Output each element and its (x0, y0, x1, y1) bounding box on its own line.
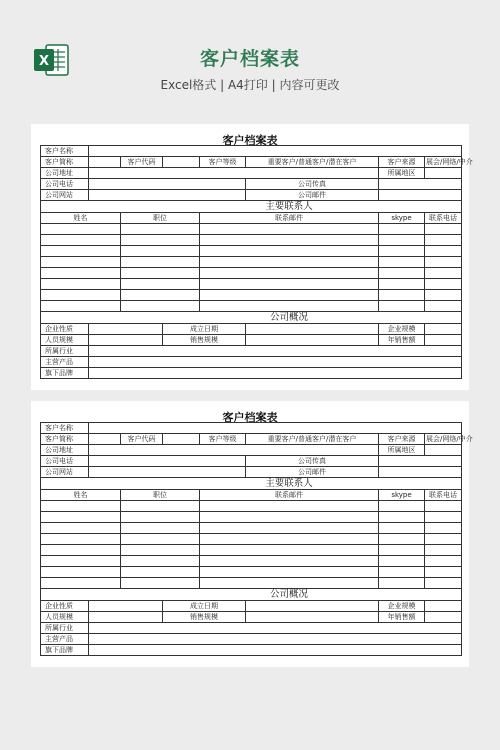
field-company-nature[interactable] (89, 324, 163, 335)
contacts-header-row (41, 213, 462, 224)
field-company-fax[interactable] (379, 179, 462, 190)
field-staff-scale[interactable] (89, 612, 163, 623)
contact-row[interactable] (41, 578, 462, 589)
label-customer-level: 客户等级 (200, 434, 246, 445)
label-company-nature: 企业性质 (41, 601, 89, 612)
col-header-skype: skype (379, 213, 425, 224)
section-contacts (41, 201, 462, 213)
contact-row[interactable] (41, 534, 462, 545)
contact-row[interactable] (41, 224, 462, 235)
field-customer-source[interactable]: 展会/网络/中介 (426, 158, 473, 166)
section-contacts (41, 478, 462, 490)
field-main-products[interactable] (89, 357, 462, 368)
row-company-website (41, 467, 462, 478)
row-nature (41, 601, 462, 612)
label-staff-scale: 人员规模 (41, 612, 89, 623)
row-brands (41, 368, 462, 379)
col-header-phone: 联系电话 (425, 213, 462, 224)
field-company-email[interactable] (379, 467, 462, 478)
field-brands[interactable] (89, 645, 462, 656)
field-company-address[interactable] (89, 445, 379, 456)
col-header-position: 职位 (121, 490, 200, 501)
page-title: 客户档案表 (199, 48, 300, 70)
field-company-website[interactable] (89, 190, 246, 201)
label-industry: 所属行业 (41, 623, 89, 634)
label-company-nature: 企业性质 (41, 324, 89, 335)
row-staff (41, 335, 462, 346)
field-company-fax[interactable] (379, 456, 462, 467)
label-staff-scale: 人员规模 (41, 335, 89, 346)
label-founded-date: 成立日期 (163, 324, 246, 335)
label-company-phone: 公司电话 (41, 456, 89, 467)
label-customer-name: 客户名称 (41, 146, 89, 157)
col-header-name: 姓名 (41, 490, 121, 501)
col-header-email: 联系邮件 (200, 213, 379, 224)
label-customer-code: 客户代码 (121, 434, 163, 445)
field-founded-date[interactable] (246, 324, 379, 335)
label-annual-sales: 年销售额 (379, 612, 425, 623)
field-company-email[interactable] (379, 190, 462, 201)
row-industry (41, 623, 462, 634)
col-header-phone: 联系电话 (425, 490, 462, 501)
label-sales-scale: 销售规模 (163, 335, 246, 346)
row-customer-name (41, 146, 462, 157)
field-customer-short[interactable] (89, 434, 121, 445)
field-company-phone[interactable] (89, 179, 246, 190)
field-company-website[interactable] (89, 467, 246, 478)
label-company-website: 公司网站 (41, 190, 89, 201)
field-annual-sales[interactable] (425, 612, 462, 623)
contact-row[interactable] (41, 523, 462, 534)
field-customer-short[interactable] (89, 157, 121, 168)
contact-row[interactable] (41, 501, 462, 512)
page-subtitle: Excel格式 | A4打印 | 内容可更改 (160, 78, 340, 92)
field-industry[interactable] (89, 346, 462, 357)
field-company-scale[interactable] (425, 324, 462, 335)
field-customer-level[interactable]: 重要客户/普通客户/潜在客户 (246, 434, 379, 445)
field-customer-name[interactable] (89, 423, 462, 434)
contact-row[interactable] (41, 567, 462, 578)
field-customer-code[interactable] (163, 434, 200, 445)
row-nature (41, 324, 462, 335)
section-overview-title: 公司概况 (200, 312, 379, 324)
row-company-phone (41, 179, 462, 190)
section-overview (41, 589, 462, 601)
row-products (41, 634, 462, 645)
field-industry[interactable] (89, 623, 462, 634)
label-customer-short: 客户简称 (41, 434, 89, 445)
field-sales-scale[interactable] (246, 335, 379, 346)
label-company-scale: 企业规模 (379, 601, 425, 612)
contact-row[interactable] (41, 556, 462, 567)
field-annual-sales[interactable] (425, 335, 462, 346)
sheet-title: 客户档案表 (222, 411, 278, 424)
field-company-nature[interactable] (89, 601, 163, 612)
field-company-address[interactable] (89, 168, 379, 179)
section-contacts-title: 主要联系人 (200, 201, 379, 213)
form-sheet-preview-2 (31, 401, 473, 667)
label-company-scale: 企业规模 (379, 324, 425, 335)
field-sales-scale[interactable] (246, 612, 379, 623)
contact-row[interactable] (41, 512, 462, 523)
label-region: 所属地区 (379, 445, 425, 456)
label-customer-source: 客户来源 (379, 157, 425, 168)
field-customer-code[interactable] (163, 157, 200, 168)
field-customer-level[interactable]: 重要客户/普通客户/潜在客户 (246, 157, 379, 168)
row-company-address (41, 445, 462, 456)
contact-row[interactable] (41, 246, 462, 257)
col-header-skype: skype (379, 490, 425, 501)
label-company-email: 公司邮件 (246, 190, 379, 201)
row-brands (41, 645, 462, 656)
label-sales-scale: 销售规模 (163, 612, 246, 623)
field-main-products[interactable] (89, 634, 462, 645)
col-header-email: 联系邮件 (200, 490, 379, 501)
field-customer-source[interactable]: 展会/网络/中介 (426, 435, 473, 443)
page-header (0, 0, 500, 118)
sheet-title: 客户档案表 (222, 134, 278, 147)
label-founded-date: 成立日期 (163, 601, 246, 612)
label-brands: 旗下品牌 (41, 645, 89, 656)
contact-row[interactable] (41, 279, 462, 290)
label-customer-level: 客户等级 (200, 157, 246, 168)
label-company-address: 公司地址 (41, 445, 89, 456)
label-main-products: 主营产品 (41, 357, 89, 368)
svg-text:X: X (38, 54, 50, 69)
label-company-website: 公司网站 (41, 467, 89, 478)
row-company-phone (41, 456, 462, 467)
section-overview-title: 公司概况 (200, 589, 379, 601)
section-overview (41, 312, 462, 324)
customer-form-table (40, 145, 473, 379)
label-industry: 所属行业 (41, 346, 89, 357)
label-company-email: 公司邮件 (246, 467, 379, 478)
label-company-phone: 公司电话 (41, 179, 89, 190)
label-company-fax: 公司传真 (246, 456, 379, 467)
field-staff-scale[interactable] (89, 335, 163, 346)
row-industry (41, 346, 462, 357)
row-customer-name (41, 423, 462, 434)
contact-row[interactable] (41, 290, 462, 301)
row-customer-short (41, 434, 462, 445)
col-header-name: 姓名 (41, 213, 121, 224)
row-company-address (41, 168, 462, 179)
label-customer-code: 客户代码 (121, 157, 163, 168)
contact-row[interactable] (41, 301, 462, 312)
label-main-products: 主营产品 (41, 634, 89, 645)
field-company-scale[interactable] (425, 601, 462, 612)
field-founded-date[interactable] (246, 601, 379, 612)
field-customer-name[interactable] (89, 146, 462, 157)
contact-row[interactable] (41, 235, 462, 246)
label-customer-source: 客户来源 (379, 434, 425, 445)
label-brands: 旗下品牌 (41, 368, 89, 379)
field-brands[interactable] (89, 368, 462, 379)
form-sheet-preview-1 (31, 124, 473, 390)
contacts-header-row (41, 490, 462, 501)
label-customer-name: 客户名称 (41, 423, 89, 434)
contact-row[interactable] (41, 268, 462, 279)
section-contacts-title: 主要联系人 (200, 478, 379, 490)
label-company-address: 公司地址 (41, 168, 89, 179)
row-company-website (41, 190, 462, 201)
label-annual-sales: 年销售额 (379, 335, 425, 346)
label-region: 所属地区 (379, 168, 425, 179)
contact-row[interactable] (41, 545, 462, 556)
label-customer-short: 客户简称 (41, 157, 89, 168)
row-customer-short (41, 157, 462, 168)
row-products (41, 357, 462, 368)
field-region[interactable] (425, 445, 462, 456)
field-region[interactable] (425, 168, 462, 179)
customer-form-table (40, 422, 473, 656)
col-header-position: 职位 (121, 213, 200, 224)
label-company-fax: 公司传真 (246, 179, 379, 190)
contact-row[interactable] (41, 257, 462, 268)
row-staff (41, 612, 462, 623)
field-company-phone[interactable] (89, 456, 246, 467)
